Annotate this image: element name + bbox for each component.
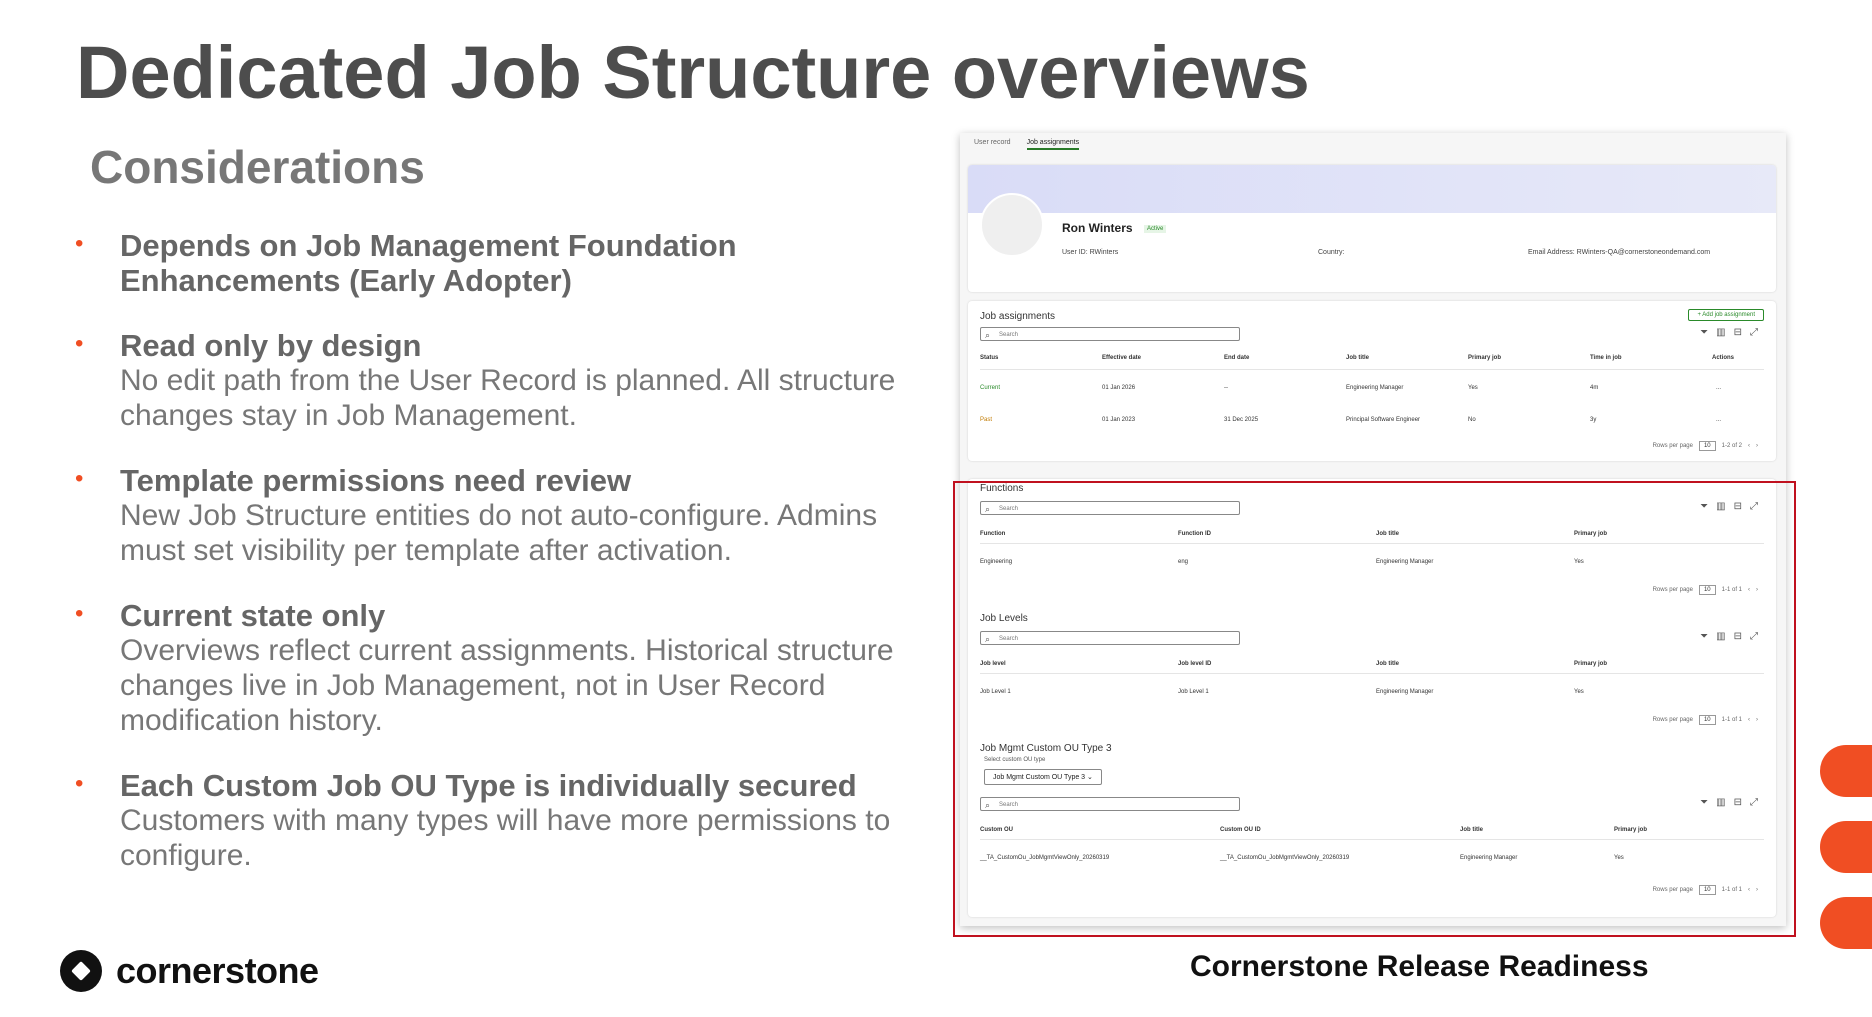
row-actions-button[interactable]: ... xyxy=(1716,417,1722,423)
bullet-dot-icon: • xyxy=(75,600,84,627)
prev-page-icon[interactable]: ‹ xyxy=(1748,443,1750,449)
bullet-heading: Depends on Job Management Foundation Enhancements (Early Adopter) xyxy=(120,228,737,298)
table-cell: -- xyxy=(1224,385,1228,391)
pagination xyxy=(1653,441,1758,451)
add-job-assignment-button[interactable]: + Add job assignment xyxy=(1688,309,1764,321)
table-cell: Principal Software Engineer xyxy=(1346,417,1421,423)
column-header[interactable]: Job title xyxy=(1376,661,1400,667)
bullet-dot-icon: • xyxy=(75,230,84,257)
rows-per-page-select[interactable]: 10 xyxy=(1699,885,1716,895)
rows-per-page-label: Rows per page xyxy=(1652,887,1693,893)
email-field xyxy=(1528,249,1710,256)
table-cell: Job Level 1 xyxy=(980,689,1011,695)
bullet-heading: Read only by design xyxy=(120,328,422,363)
country-label: Country: xyxy=(1318,249,1345,256)
bullet-body: Customers with many types will have more permissions to configure. xyxy=(120,804,891,872)
columns-icon[interactable]: ▥ xyxy=(1716,327,1726,338)
row-actions-button[interactable]: ... xyxy=(1716,385,1722,391)
column-header[interactable]: Job level xyxy=(980,661,1006,667)
avatar xyxy=(980,193,1044,257)
bullet-heading: Template permissions need review xyxy=(120,463,632,498)
rows-per-page-select[interactable]: 10 xyxy=(1699,585,1716,595)
expand-icon[interactable]: ⤢ xyxy=(1750,501,1758,512)
user-record-screenshot xyxy=(960,133,1786,926)
table-cell: __TA_CustomOu_JobMgmtViewOnly_20260319 xyxy=(980,855,1110,861)
custom-ou-title: Job Mgmt Custom OU Type 3 xyxy=(980,743,1112,754)
record-tabs xyxy=(974,139,1079,150)
bullet-item xyxy=(70,328,930,433)
next-page-icon[interactable]: › xyxy=(1756,587,1758,593)
table-tools xyxy=(1700,327,1758,338)
logo-text: cornerstone xyxy=(116,950,319,991)
column-header[interactable]: Job level ID xyxy=(1178,661,1212,667)
filter-icon[interactable]: ⏷ xyxy=(1700,327,1709,338)
divider xyxy=(980,369,1764,370)
column-header[interactable]: Primary job xyxy=(1468,355,1502,361)
table-cell: No xyxy=(1468,417,1476,423)
custom-ou-select-value: Job Mgmt Custom OU Type 3 xyxy=(993,774,1086,781)
pagination xyxy=(1653,585,1758,595)
orange-dot-icon xyxy=(1820,745,1872,797)
custom-ou-search-input[interactable]: ⌕ Search xyxy=(980,797,1240,811)
column-header[interactable]: Effective date xyxy=(1102,355,1142,361)
table-cell: Engineering xyxy=(980,559,1013,565)
pagination xyxy=(1653,715,1758,725)
column-header[interactable]: Custom OU ID xyxy=(1220,827,1261,833)
table-cell: Yes xyxy=(1468,385,1478,391)
table-tools xyxy=(1700,501,1758,512)
bullet-item xyxy=(70,228,930,298)
bullet-body: New Job Structure entities do not auto-configure. Admins must set visibility per template after activation. xyxy=(120,499,878,567)
expand-icon[interactable]: ⤢ xyxy=(1750,797,1758,808)
column-header[interactable]: Job title xyxy=(1376,531,1400,537)
custom-ou-type-select[interactable] xyxy=(984,769,1102,785)
bullet-heading: Each Custom Job OU Type is individually secured xyxy=(120,768,857,803)
considerations-list xyxy=(70,228,930,903)
column-header[interactable]: Primary job xyxy=(1574,661,1608,667)
slide-subtitle: Considerations xyxy=(90,141,425,193)
settings-icon[interactable]: ⊟ xyxy=(1733,797,1742,808)
table-cell: Job Level 1 xyxy=(1178,689,1209,695)
filter-icon[interactable]: ⏷ xyxy=(1700,631,1709,642)
settings-icon[interactable]: ⊟ xyxy=(1733,631,1742,642)
job-structure-sections xyxy=(968,479,1776,917)
orange-dot-icon xyxy=(1820,821,1872,873)
table-cell: Yes xyxy=(1614,855,1624,861)
decorative-dots xyxy=(1820,745,1872,973)
columns-icon[interactable]: ▥ xyxy=(1716,631,1726,642)
status-badge: Active xyxy=(1144,225,1166,233)
rows-per-page-label: Rows per page xyxy=(1652,587,1693,593)
table-cell: Engineering Manager xyxy=(1376,689,1434,695)
rows-per-page-label: Rows per page xyxy=(1652,717,1693,723)
table-cell: 01 Jan 2023 xyxy=(1102,417,1136,423)
rows-per-page-select[interactable]: 10 xyxy=(1699,715,1716,725)
bullet-body: No edit path from the User Record is planned. All structure changes stay in Job Management. xyxy=(120,364,896,432)
settings-icon[interactable]: ⊟ xyxy=(1733,327,1742,338)
functions-title: Functions xyxy=(980,483,1024,494)
functions-search-input[interactable]: ⌕ Search xyxy=(980,501,1240,515)
slide-title: Dedicated Job Structure overviews xyxy=(76,31,1310,114)
table-cell: Yes xyxy=(1574,559,1584,565)
email-label: Email Address: xyxy=(1528,249,1575,256)
column-header[interactable]: Job title xyxy=(1346,355,1370,361)
table-cell: 01 Jan 2026 xyxy=(1102,385,1136,391)
job-levels-search-input[interactable]: ⌕ Search xyxy=(980,631,1240,645)
divider xyxy=(980,673,1764,674)
tab-user-record[interactable]: User record xyxy=(974,139,1011,146)
page-range: 1-2 of 2 xyxy=(1721,443,1742,449)
rows-per-page-label: Rows per page xyxy=(1652,443,1693,449)
filter-icon[interactable]: ⏷ xyxy=(1700,797,1709,808)
chevron-down-icon: ⌄ xyxy=(1087,774,1093,781)
table-tools xyxy=(1700,631,1758,642)
divider xyxy=(980,839,1764,840)
table-cell: Engineering Manager xyxy=(1460,855,1518,861)
expand-icon[interactable]: ⤢ xyxy=(1750,631,1758,642)
filter-icon[interactable]: ⏷ xyxy=(1700,501,1709,512)
table-tools xyxy=(1700,797,1758,808)
column-header[interactable]: Time in job xyxy=(1590,355,1622,361)
prev-page-icon[interactable]: ‹ xyxy=(1748,717,1750,723)
user-id-value: RWinters xyxy=(1089,249,1119,256)
pagination xyxy=(1653,885,1758,895)
page-range: 1-1 of 1 xyxy=(1721,717,1742,723)
table-cell: __TA_CustomOu_JobMgmtViewOnly_20260319 xyxy=(1220,855,1350,861)
table-cell: Engineering Manager xyxy=(1376,559,1434,565)
bullet-body: Overviews reflect current assignments. Historical structure changes live in Job Management, not in User Record modification history. xyxy=(120,634,894,737)
table-cell: Engineering Manager xyxy=(1346,385,1404,391)
bullet-item xyxy=(70,598,930,738)
table-cell: 3y xyxy=(1590,417,1597,423)
prev-page-icon[interactable]: ‹ xyxy=(1748,887,1750,893)
status-cell: Current xyxy=(980,385,1001,391)
settings-icon[interactable]: ⊟ xyxy=(1733,501,1742,512)
custom-ou-select-label: Select custom OU type xyxy=(984,757,1046,763)
cornerstone-logo-icon xyxy=(60,950,102,992)
page-range: 1-1 of 1 xyxy=(1721,587,1742,593)
column-header[interactable]: Custom OU xyxy=(980,827,1013,833)
bullet-item xyxy=(70,768,930,873)
columns-icon[interactable]: ▥ xyxy=(1716,797,1726,808)
cornerstone-logo xyxy=(60,950,319,992)
column-header[interactable]: Function xyxy=(980,531,1006,537)
next-page-icon[interactable]: › xyxy=(1756,887,1758,893)
bullet-dot-icon: • xyxy=(75,465,84,492)
section-title: Job assignments xyxy=(980,311,1056,322)
next-page-icon[interactable]: › xyxy=(1756,443,1758,449)
divider xyxy=(980,543,1764,544)
column-header[interactable]: Job title xyxy=(1460,827,1484,833)
user-id-label: User ID: xyxy=(1062,249,1088,256)
bullet-heading: Current state only xyxy=(120,598,386,633)
column-header[interactable]: Function ID xyxy=(1178,531,1211,537)
column-header[interactable]: Primary job xyxy=(1574,531,1608,537)
bullet-dot-icon: • xyxy=(75,770,84,797)
job-levels-title: Job Levels xyxy=(980,613,1028,624)
profile-name: Ron Winters xyxy=(1062,221,1133,235)
bullet-item xyxy=(70,463,930,568)
status-cell: Past xyxy=(980,417,993,423)
table-cell: 31 Dec 2025 xyxy=(1224,417,1259,423)
table-cell: eng xyxy=(1178,559,1189,565)
user-id-field xyxy=(1062,249,1118,256)
tab-job-assignments[interactable]: Job assignments xyxy=(1027,139,1080,150)
prev-page-icon[interactable]: ‹ xyxy=(1748,587,1750,593)
column-header[interactable]: Status xyxy=(980,355,999,361)
table-cell: 4m xyxy=(1590,385,1599,391)
footer-title: Cornerstone Release Readiness xyxy=(1190,950,1649,983)
job-assignments-section xyxy=(968,301,1776,461)
page-range: 1-1 of 1 xyxy=(1721,887,1742,893)
search-input[interactable]: ⌕ Search xyxy=(980,327,1240,341)
rows-per-page-select[interactable]: 10 xyxy=(1699,441,1716,451)
table-cell: Yes xyxy=(1574,689,1584,695)
email-value: RWinters-QA@cornerstoneondemand.com xyxy=(1576,249,1711,256)
next-page-icon[interactable]: › xyxy=(1756,717,1758,723)
profile-banner xyxy=(968,165,1776,213)
column-header: Actions xyxy=(1712,355,1735,361)
bullet-dot-icon: • xyxy=(75,330,84,357)
column-header[interactable]: End date xyxy=(1224,355,1250,361)
expand-icon[interactable]: ⤢ xyxy=(1750,327,1758,338)
profile-card xyxy=(968,165,1776,292)
orange-dot-icon xyxy=(1820,897,1872,949)
column-header[interactable]: Primary job xyxy=(1614,827,1648,833)
columns-icon[interactable]: ▥ xyxy=(1716,501,1726,512)
